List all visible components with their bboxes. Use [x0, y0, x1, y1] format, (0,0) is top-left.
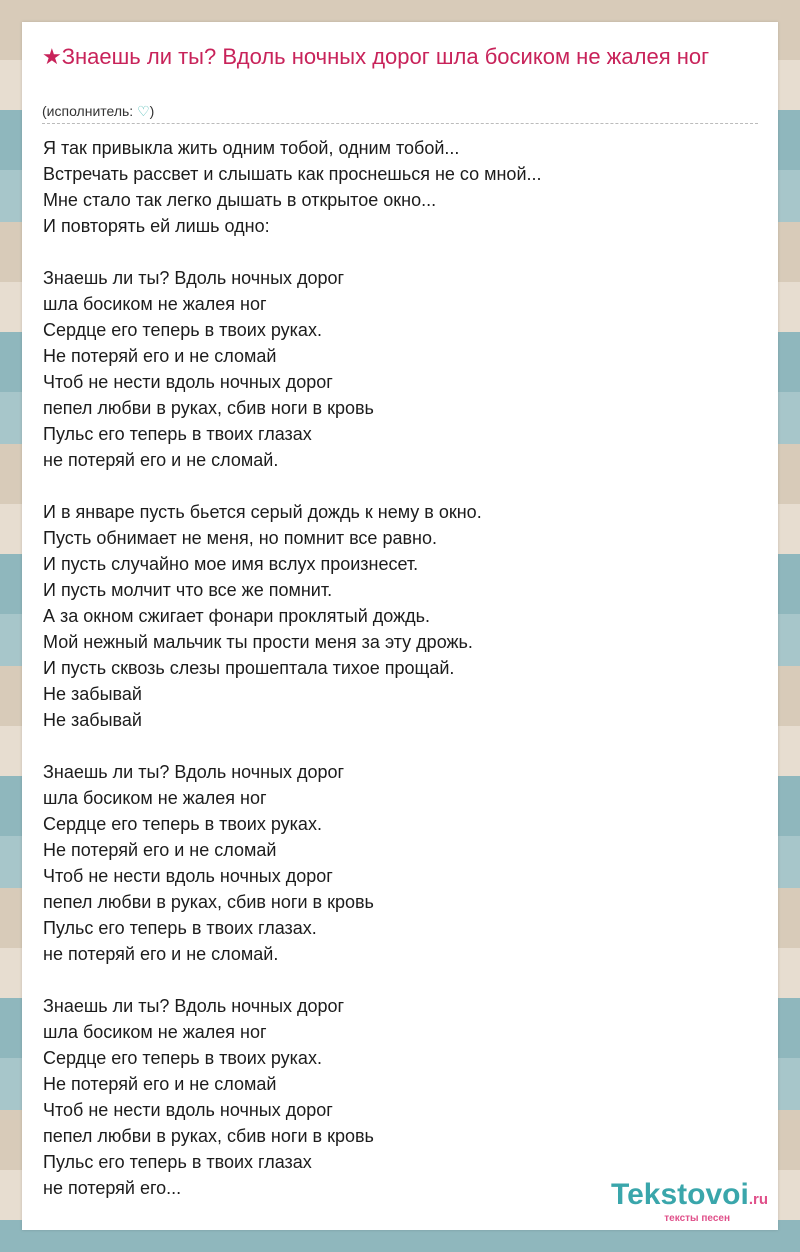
- lyric-line: Пульс его теперь в твоих глазах.: [43, 918, 317, 938]
- lyric-line: Не потеряй его и не сломай: [43, 840, 277, 860]
- lyric-line: Сердце его теперь в твоих руках.: [43, 1048, 322, 1068]
- lyric-line: Чтоб не нести вдоль ночных дорог: [43, 1100, 333, 1120]
- lyric-line: Сердце его теперь в твоих руках.: [43, 320, 322, 340]
- lyric-line: не потеряй его...: [43, 1178, 182, 1198]
- lyric-line: Знаешь ли ты? Вдоль ночных дорог: [43, 762, 345, 782]
- heart-icon[interactable]: ♡: [137, 103, 150, 119]
- lyrics-card: [22, 22, 778, 1230]
- logo-tagline: тексты песен: [664, 1213, 730, 1224]
- lyric-line: Мне стало так легко дышать в открытое окно...: [43, 190, 437, 210]
- lyric-line: Не потеряй его и не сломай: [43, 346, 277, 366]
- lyric-line: Сердце его теперь в твоих руках.: [43, 814, 322, 834]
- lyrics-text: [43, 135, 743, 1227]
- lyric-line: И пусть случайно мое имя вслух произнесет.: [43, 554, 419, 574]
- lyric-line: Чтоб не нести вдоль ночных дорог: [43, 372, 333, 392]
- lyric-line: шла босиком не жалея ног: [43, 294, 267, 314]
- lyric-line: пепел любви в руках, сбив ноги в кровь: [43, 1126, 374, 1146]
- lyric-line: Не забывай: [43, 710, 142, 730]
- lyric-line: Пульс его теперь в твоих глазах: [43, 424, 312, 444]
- lyric-line: Мой нежный мальчик ты прости меня за эту дрожь.: [43, 632, 473, 652]
- lyric-line: А за окном сжигает фонари проклятый дождь.: [43, 606, 431, 626]
- performer-line: [42, 102, 154, 120]
- lyric-line: шла босиком не жалея ног: [43, 788, 267, 808]
- lyric-line: Чтоб не нести вдоль ночных дорог: [43, 866, 333, 886]
- lyric-line: Пусть обнимает не меня, но помнит все равно.: [43, 528, 437, 548]
- title-divider: [42, 123, 758, 124]
- lyric-line: Встречать рассвет и слышать как проснешься не со мной...: [43, 164, 542, 184]
- lyric-line: пепел любви в руках, сбив ноги в кровь: [43, 892, 374, 912]
- verse: [43, 135, 743, 239]
- lyric-line: шла босиком не жалея ног: [43, 1022, 267, 1042]
- lyric-line: И в январе пусть бьется серый дождь к нему в окно.: [43, 502, 482, 522]
- lyric-line: пепел любви в руках, сбив ноги в кровь: [43, 398, 374, 418]
- lyric-line: И повторять ей лишь одно:: [43, 216, 270, 236]
- verse: [43, 265, 743, 473]
- logo-name: Tekstovoi: [611, 1178, 749, 1211]
- site-logo[interactable]: [558, 1180, 768, 1224]
- lyric-line: Пульс его теперь в твоих глазах: [43, 1152, 312, 1172]
- lyric-line: не потеряй его и не сломай.: [43, 450, 279, 470]
- performer-suffix: ): [149, 103, 155, 119]
- lyric-line: Я так привыкла жить одним тобой, одним тобой...: [43, 138, 460, 158]
- lyric-line: Знаешь ли ты? Вдоль ночных дорог: [43, 996, 345, 1016]
- lyric-line: не потеряй его и не сломай.: [43, 944, 279, 964]
- lyric-line: И пусть молчит что все же помнит.: [43, 580, 333, 600]
- lyric-line: И пусть сквозь слезы прошептала тихое прощай.: [43, 658, 455, 678]
- lyric-line: Не потеряй его и не сломай: [43, 1074, 277, 1094]
- logo-tld: .ru: [748, 1191, 768, 1208]
- logo-wordmark: [558, 1180, 768, 1215]
- song-title: ★Знаешь ли ты? Вдоль ночных дорог шла босиком не жалея ног: [42, 44, 710, 69]
- lyric-line: Знаешь ли ты? Вдоль ночных дорог: [43, 268, 345, 288]
- lyric-line: Не забывай: [43, 684, 142, 704]
- verse: [43, 759, 743, 967]
- performer-prefix: (исполнитель:: [42, 103, 138, 119]
- verse: [43, 993, 743, 1201]
- verse: [43, 499, 743, 733]
